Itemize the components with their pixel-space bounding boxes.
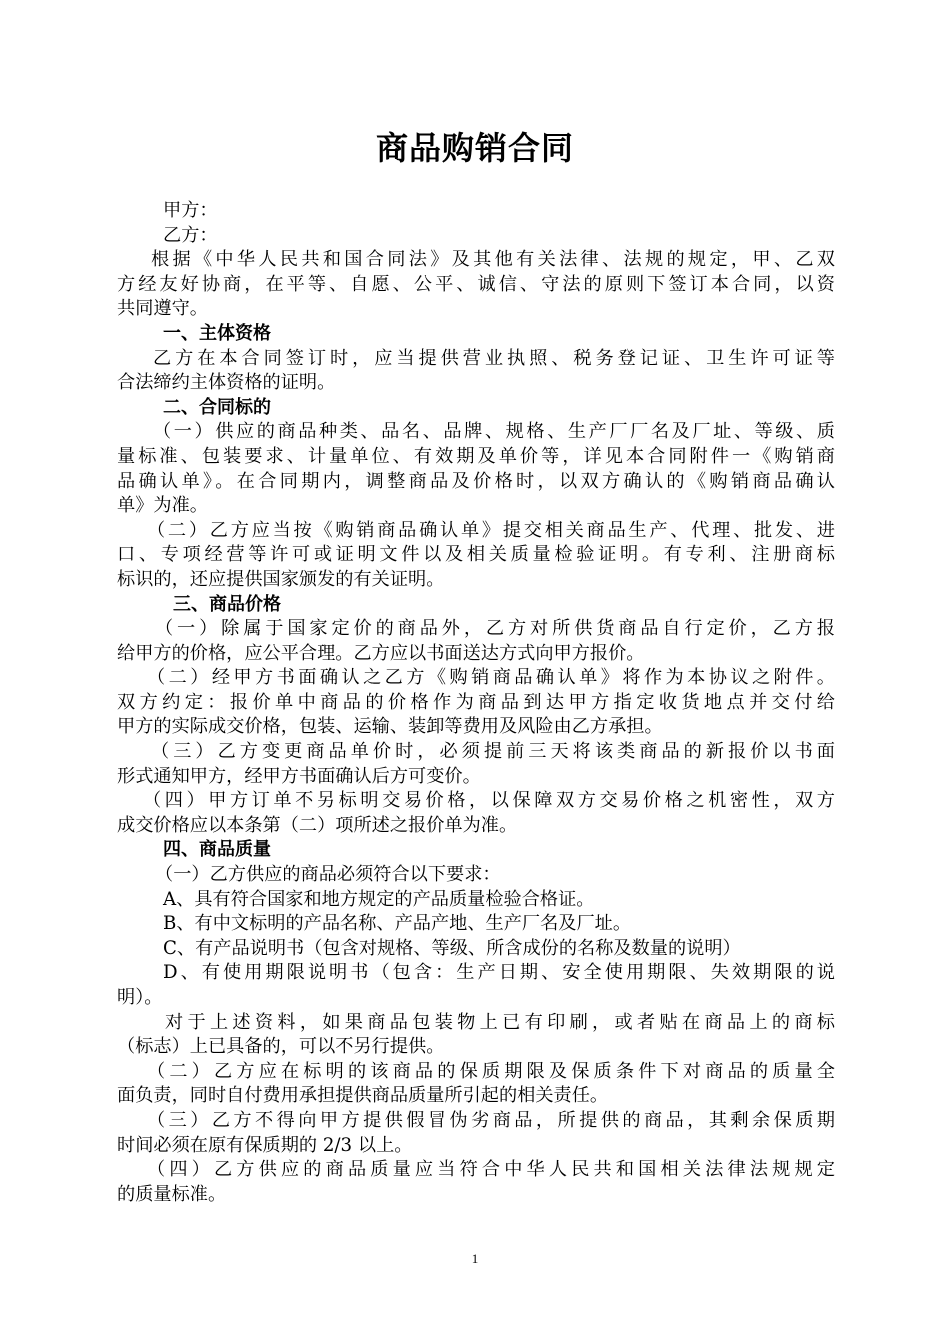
text-line: 形式通知甲方，经甲方书面确认后方可变价。 bbox=[117, 765, 481, 787]
text-line: （四）乙方供应的商品质量应当符合中华人民共和国相关法律法规规定 bbox=[147, 1159, 835, 1181]
text-line: 品确认单》。在合同期内，调整商品及价格时，以双方确认的《购销商品确认 bbox=[117, 470, 835, 492]
text-line: 乙方在本合同签订时，应当提供营业执照、税务登记证、卫生许可证等 bbox=[153, 347, 835, 369]
text-line: 时间必须在原有保质期的 2/3 以上。 bbox=[117, 1134, 413, 1156]
text-line: 甲方： bbox=[163, 200, 218, 221]
text-line: 明）。 bbox=[117, 987, 163, 1008]
text-line: （标志）上已具备的，可以不另行提供。 bbox=[117, 1036, 445, 1058]
text-line: （二）经甲方书面确认之乙方《购销商品确认单》将作为本协议之附件。 bbox=[147, 667, 835, 689]
text-line: 给甲方的价格，应公平合理。乙方应以书面送达方式向甲方报价。 bbox=[117, 642, 645, 664]
text-line: （四）甲方订单不另标明交易价格，以保障双方交易价格之机密性，双方 bbox=[143, 790, 835, 812]
text-line: 单》为准。 bbox=[117, 495, 208, 517]
text-line: 根据《中华人民共和国合同法》及其他有关法律、法规的规定，甲、乙双 bbox=[151, 249, 835, 271]
text-line: （一）供应的商品种类、品名、品牌、规格、生产厂厂名及厂址、等级、质 bbox=[153, 421, 835, 443]
text-line: （一）乙方供应的商品必须符合以下要求： bbox=[155, 864, 501, 886]
text-line: D、有使用期限说明书（包含：生产日期、安全使用期限、失效期限的说 bbox=[163, 962, 835, 984]
text-line: （三）乙方不得向甲方提供假冒伪劣商品，所提供的商品，其剩余保质期 bbox=[147, 1109, 835, 1131]
text-line: 甲方的实际成交价格，包装、运输、装卸等费用及风险由乙方承担。 bbox=[117, 716, 663, 738]
text-line: 口、专项经营等许可或证明文件以及相关质量检验证明。有专利、注册商标 bbox=[117, 544, 835, 566]
text-line: 合法缔约主体资格的证明。 bbox=[117, 372, 336, 394]
page-number: 1 bbox=[471, 1251, 479, 1266]
text-line: （三）乙方变更商品单价时，必须提前三天将该类商品的新报价以书面 bbox=[151, 741, 835, 763]
text-line: 方经友好协商，在平等、自愿、公平、诚信、守法的原则下签订本合同，以资 bbox=[117, 273, 835, 295]
text-line: B、有中文标明的产品名称、产品产地、生产厂名及厂址。 bbox=[163, 913, 632, 935]
document-body bbox=[117, 199, 835, 1207]
section-heading: 二、合同标的 bbox=[163, 396, 271, 418]
text-line: 面负责，同时自付费用承担提供商品质量所引起的相关责任。 bbox=[117, 1085, 609, 1107]
text-line: 的质量标准。 bbox=[117, 1183, 227, 1205]
text-line: （二）乙方应在标明的该商品的保质期限及保质条件下对商品的质量全 bbox=[147, 1060, 835, 1082]
text-line: A、具有符合国家和地方规定的产品质量检验合格证。 bbox=[163, 888, 595, 910]
text-line: 乙方： bbox=[163, 224, 218, 246]
text-line: （二）乙方应当按《购销商品确认单》提交相关商品生产、代理、批发、进 bbox=[147, 519, 835, 541]
document-title: 商品购销合同 bbox=[375, 129, 574, 167]
text-line: C、有产品说明书（包含对规格、等级、所含成份的名称及数量的说明） bbox=[163, 937, 741, 959]
section-heading: 三、商品价格 bbox=[173, 593, 281, 615]
text-line: （一）除属于国家定价的商品外，乙方对所供货商品自行定价，乙方报 bbox=[155, 618, 835, 640]
text-line: 双方约定：报价单中商品的价格作为商品到达甲方指定收货地点并交付给 bbox=[117, 691, 835, 713]
text-line: 量标准、包装要求、计量单位、有效期及单价等，详见本合同附件一《购销商 bbox=[117, 445, 835, 467]
text-line: 标识的，还应提供国家颁发的有关证明。 bbox=[117, 568, 445, 590]
text-line: 共同遵守。 bbox=[117, 298, 208, 320]
section-heading: 一、主体资格 bbox=[163, 322, 271, 344]
section-heading: 四、商品质量 bbox=[163, 839, 271, 861]
text-line: 对于上述资料，如果商品包装物上已有印刷，或者贴在商品上的商标 bbox=[165, 1011, 835, 1033]
text-line: 成交价格应以本条第（二）项所述之报价单为准。 bbox=[117, 814, 518, 836]
